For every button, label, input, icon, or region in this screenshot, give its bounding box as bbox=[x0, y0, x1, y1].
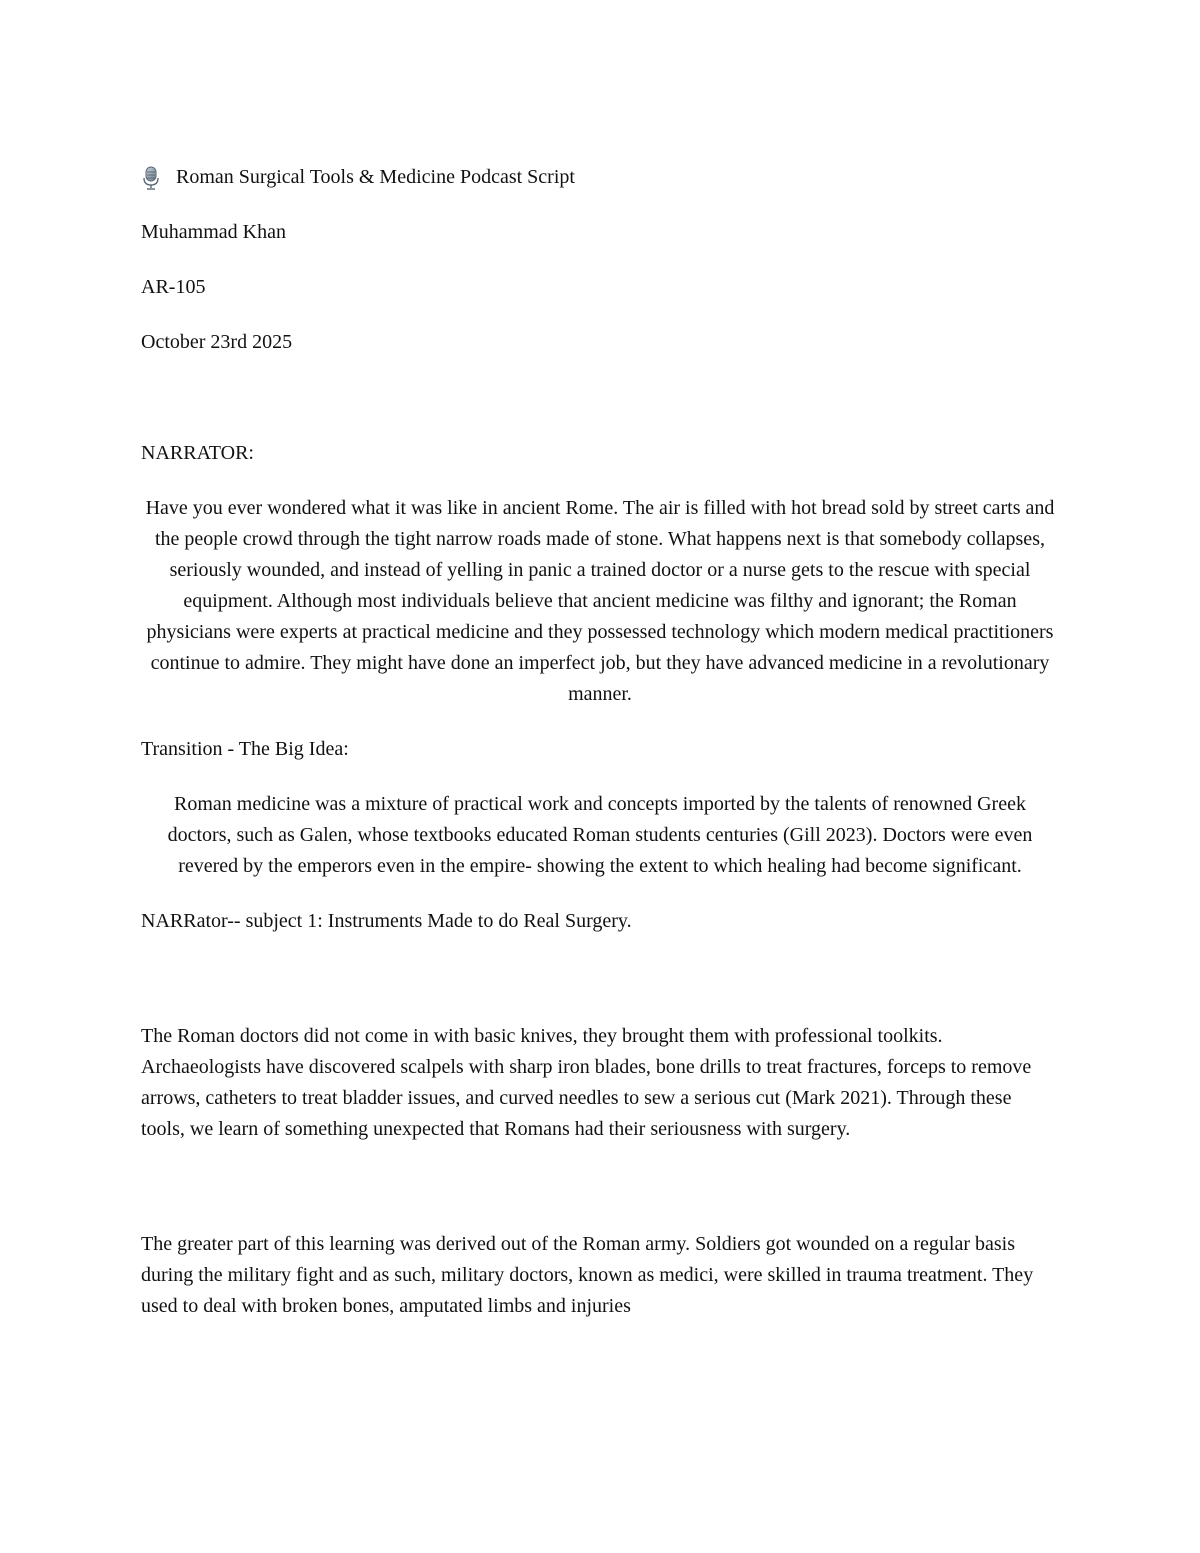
tools-paragraph: The Roman doctors did not come in with basic knives, they brought them with professional toolkits. Archaeologists have discovered scalpels with sharp iron blades, bone drills to treat fractures, forceps to remove arrows, catheters to treat bladder issues, and curved needles to sew a serious cut (Mark 2021). Through these tools, we learn of something unexpected that Romans had their seriousness with surgery. bbox=[141, 1025, 1032, 1140]
document-title-line bbox=[141, 162, 1059, 193]
transition-heading: Transition - The Big Idea: bbox=[141, 738, 349, 760]
big-idea-paragraph: Roman medicine was a mixture of practical work and concepts imported by the talents of renowned Greek doctors, such as Galen, whose textbooks educated Roman students centuries (Gill 2023). Doctors were even revered by the emperors even in the empire- showing the extent to which healing had become significant. bbox=[167, 793, 1033, 877]
author-name: Muhammad Khan bbox=[141, 221, 286, 243]
document-body bbox=[141, 162, 1059, 1322]
subject-1-heading: NARRator-- subject 1: Instruments Made to do Real Surgery. bbox=[141, 910, 632, 932]
document-date: October 23rd 2025 bbox=[141, 331, 293, 353]
course-code: AR-105 bbox=[141, 276, 206, 298]
army-paragraph: The greater part of this learning was derived out of the Roman army. Soldiers got wounded on a regular basis during the military fight and as such, military doctors, known as medici, were skilled in trauma treatment. They used to deal with broken bones, amputated limbs and injuries bbox=[141, 1233, 1034, 1317]
microphone-icon bbox=[141, 166, 161, 190]
intro-paragraph: Have you ever wondered what it was like in ancient Rome. The air is filled with hot bread sold by street carts and the people crowd through the tight narrow roads made of stone. What happens next is that somebody collapses, seriously wounded, and instead of yelling in panic a trained doctor or a nurse gets to the rescue with special equipment. Although most individuals believe that ancient medicine was filthy and ignorant; the Roman physicians were experts at practical medicine and they possessed technology which modern medical practitioners continue to admire. They might have done an imperfect job, but they have advanced medicine in a revolutionary manner. bbox=[145, 497, 1055, 705]
document-title: Roman Surgical Tools & Medicine Podcast Script bbox=[176, 166, 575, 188]
narrator-heading: NARRATOR: bbox=[141, 442, 254, 464]
